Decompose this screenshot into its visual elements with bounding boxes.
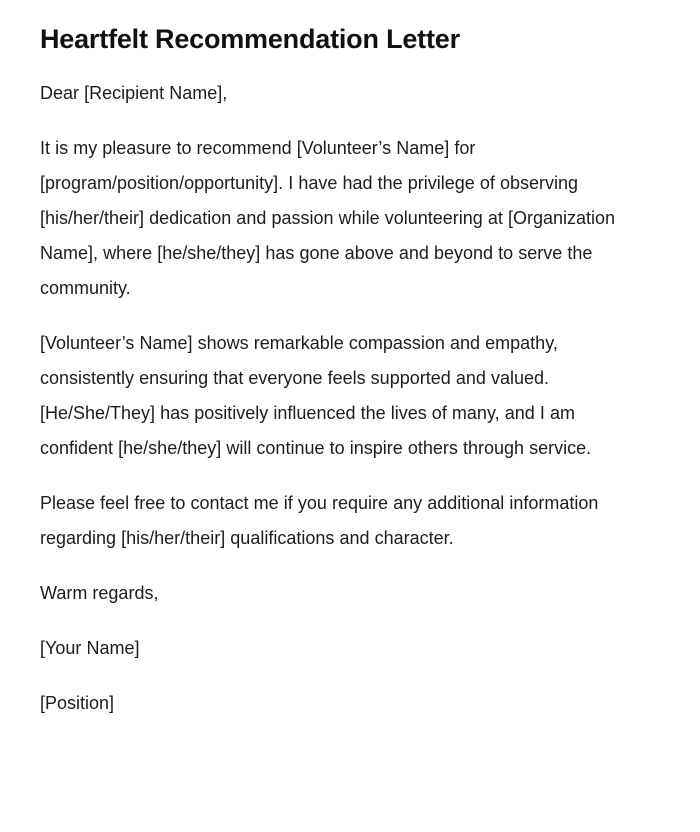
letter-body [40,76,638,721]
body-paragraph-3: Please feel free to contact me if you require any additional information regarding [his/her/their] qualifications and character. [40,492,599,548]
closing-line: Warm regards, [40,582,159,603]
signature-name: [Your Name] [40,637,140,658]
signature-position: [Position] [40,692,115,713]
salutation: Dear [Recipient Name], [40,82,228,103]
page-title: Heartfelt Recommendation Letter [40,24,460,54]
body-paragraph-2: [Volunteer’s Name] shows remarkable compassion and empathy, consistently ensuring that everyone feels supported and valued. [He/She/They] has positively influenced the lives of many, and I am confident [he/she/they] will continue to inspire others through service. [40,332,592,458]
body-paragraph-1: It is my pleasure to recommend [Volunteer’s Name] for [program/position/opportunity]. I have had the privilege of observing [his/her/their] dedication and passion while volunteering at [Organization Name], where [he/she/they] has gone above and beyond to serve the community. [40,137,616,298]
